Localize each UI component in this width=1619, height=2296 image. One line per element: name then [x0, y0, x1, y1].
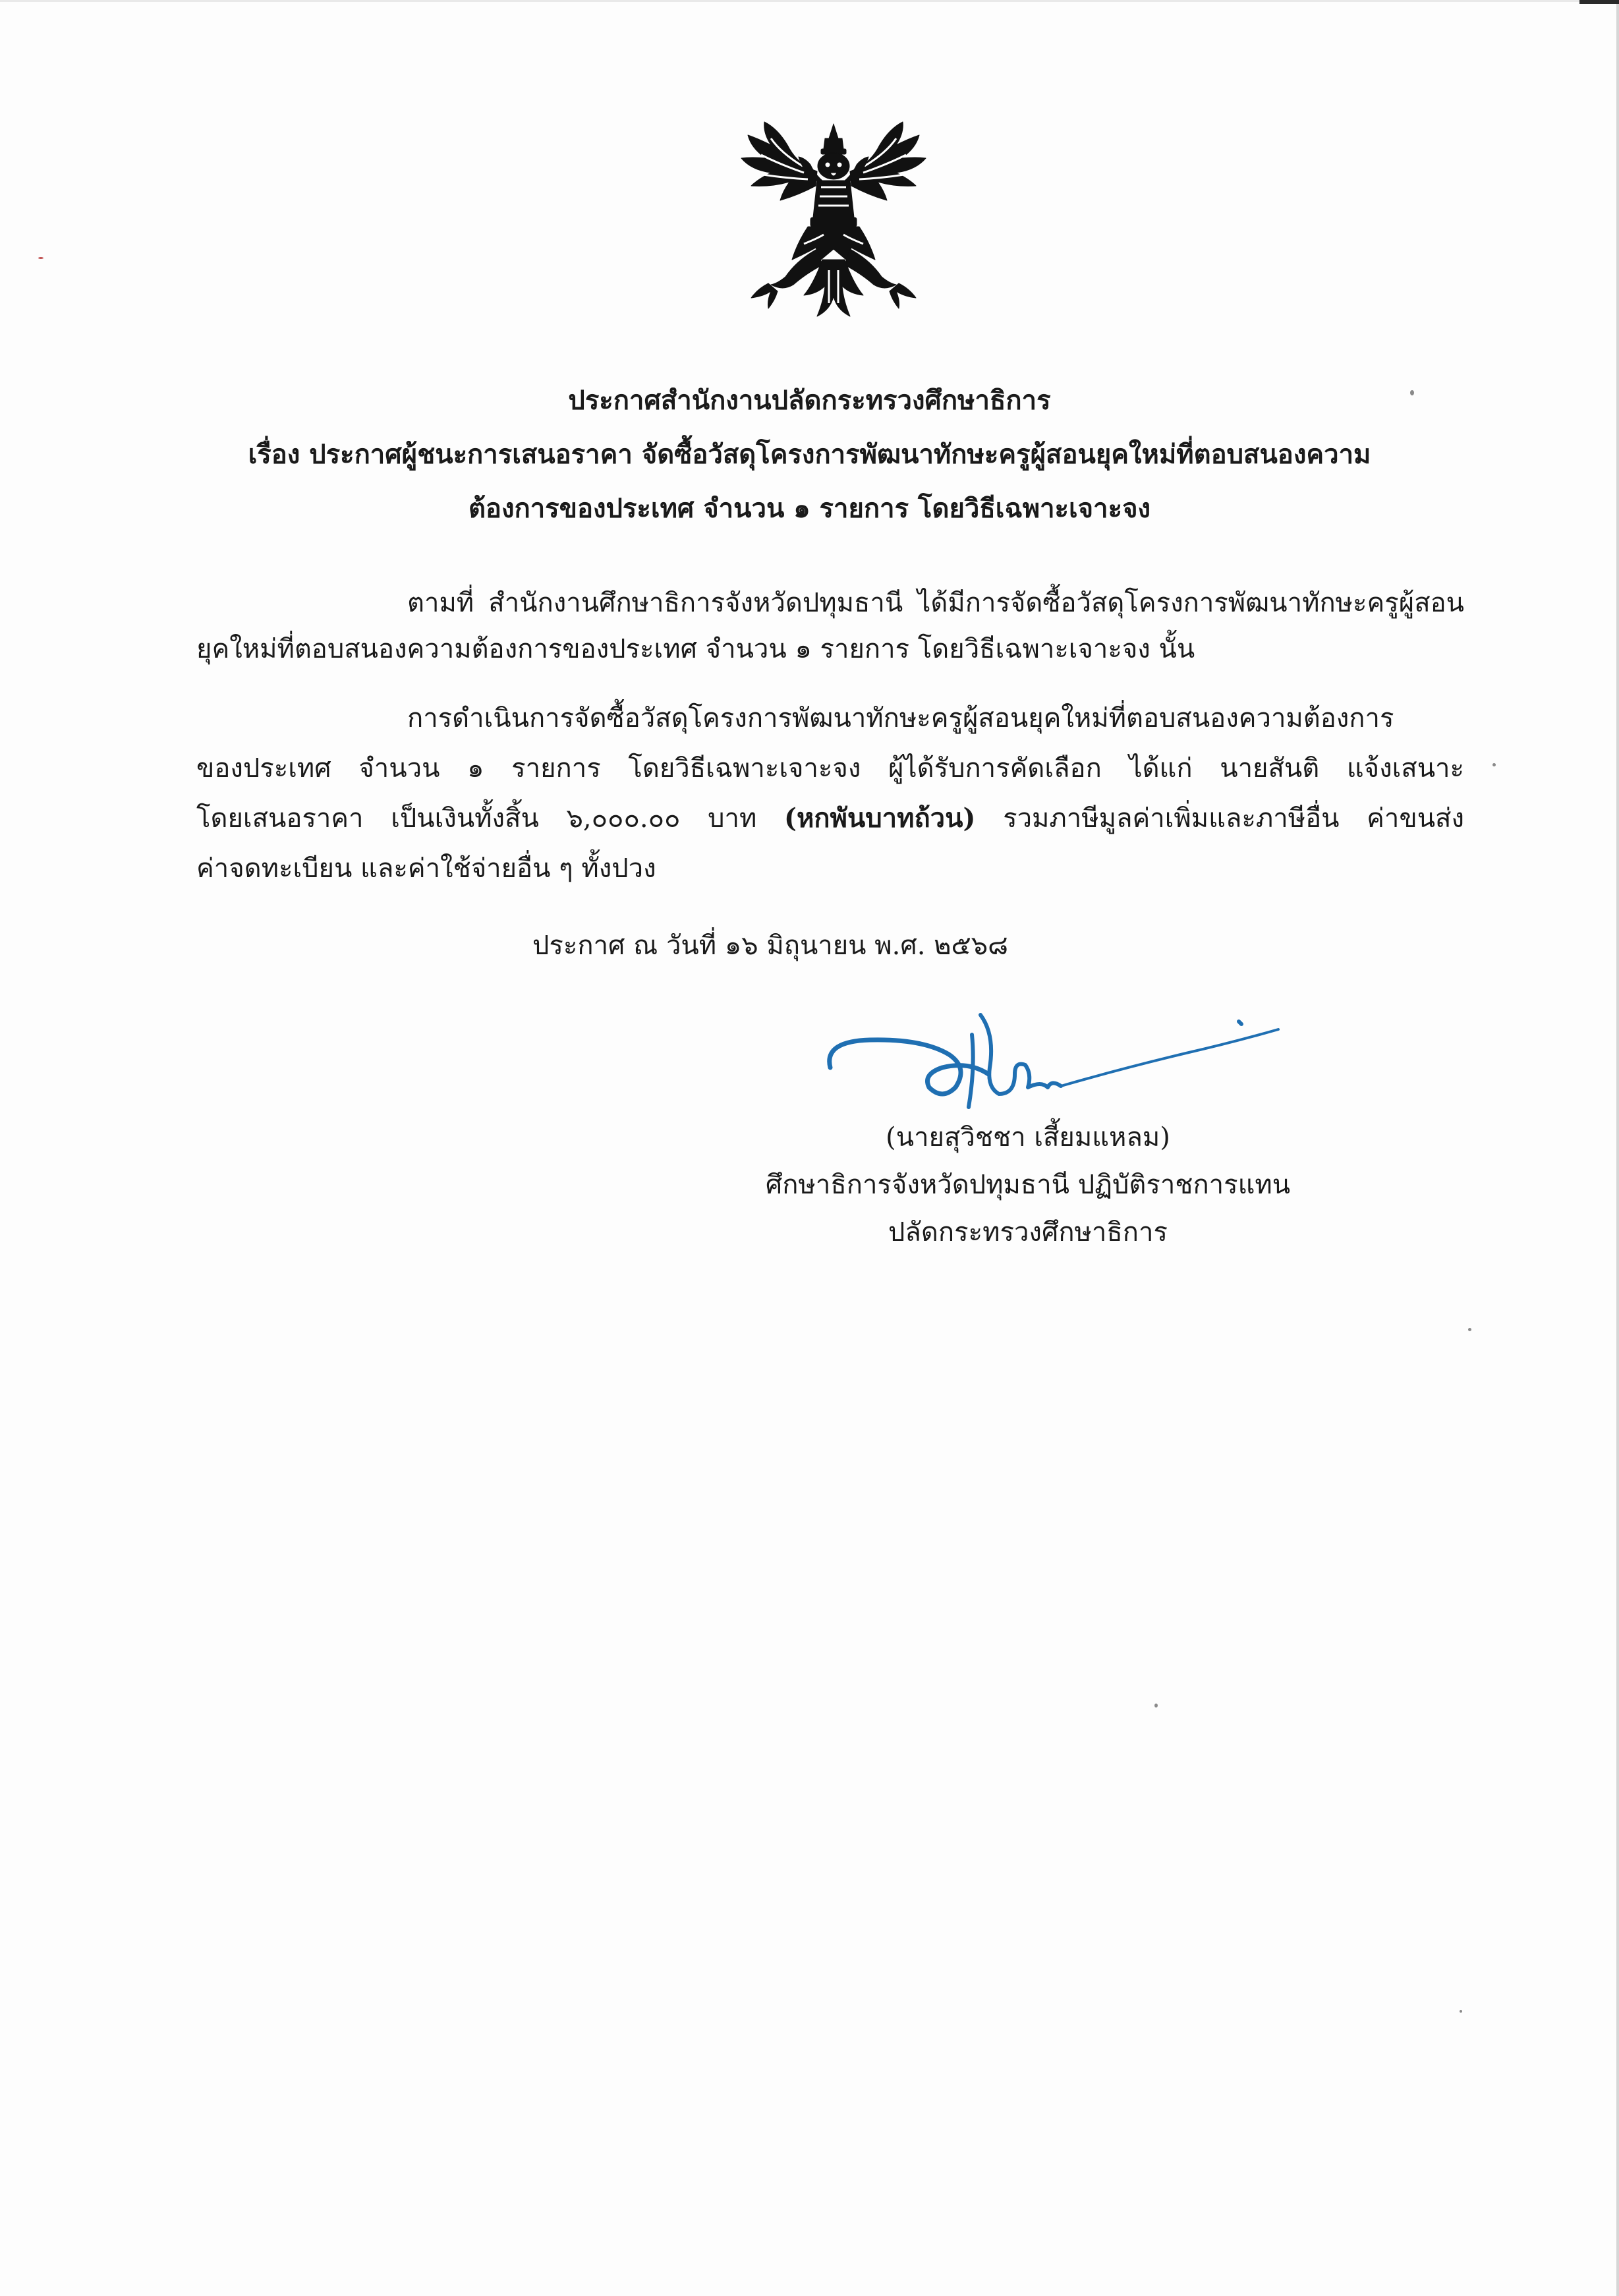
price-tax-text: รวมภาษีมูลค่าเพิ่มและภาษีอื่น ค่าขนส่ง [975, 803, 1464, 834]
paragraph-2-line-4: ค่าจดทะเบียน และค่าใช้จ่ายอื่น ๆ ทั้งปวง [196, 853, 656, 884]
scan-speck [1492, 763, 1496, 766]
paragraph-2-line-3 [196, 795, 1464, 842]
scan-speck [1460, 2010, 1462, 2013]
paragraph-1-line-1: ตามที่ สำนักงานศึกษาธิการจังหวัดปทุมธานี ได้มีการจัดซื้อวัสดุโครงการพัฒนาทักษะครูผู้สอน [407, 588, 1464, 618]
scan-edge-top [0, 0, 1619, 2]
announcement-date: ประกาศ ณ วันที่ ๑๖ มิถุนายน พ.ศ. ๒๕๖๘ [532, 931, 1009, 961]
announcement-subject-line-1: เรื่อง ประกาศผู้ชนะการเสนอราคา จัดซื้อวัสดุโครงการพัฒนาทักษะครูผู้สอนยุคใหม่ที่ตอบสนองความ [248, 439, 1371, 470]
announcement-title: ประกาศสำนักงานปลัดกระทรวงศึกษาธิการ [568, 385, 1051, 416]
garuda-emblem-icon [725, 119, 942, 336]
paragraph-2-line-1: การดำเนินการจัดซื้อวัสดุโครงการพัฒนาทักษะครูผู้สอนยุคใหม่ที่ตอบสนองความต้องการ [407, 703, 1394, 733]
price-in-words: (หกพันบาทถ้วน) [784, 803, 976, 834]
signatory-position: ศึกษาธิการจังหวัดปทุมธานี ปฏิบัติราชการแทน [765, 1170, 1291, 1200]
price-text: โดยเสนอราคา เป็นเงินทั้งสิ้น ๖,๐๐๐.๐๐ บาท [196, 803, 785, 834]
scan-edge-right [1616, 0, 1619, 2296]
scan-corner-mark [1579, 0, 1619, 4]
scan-speck [38, 257, 43, 259]
handwritten-signature [817, 995, 1305, 1134]
paragraph-2-line-2: ของประเทศ จำนวน ๑ รายการ โดยวิธีเฉพาะเจาะจง ผู้ได้รับการคัดเลือก ได้แก่ นายสันติ แจ้งเสนาะ [196, 753, 1464, 784]
announcement-subject-line-2: ต้องการของประเทศ จำนวน ๑ รายการ โดยวิธีเฉพาะเจาะจง [468, 493, 1151, 524]
paragraph-1-line-2: ยุคใหม่ที่ตอบสนองความต้องการของประเทศ จำนวน ๑ รายการ โดยวิธีเฉพาะเจาะจง นั้น [196, 634, 1195, 664]
scan-speck [1154, 1704, 1158, 1708]
scan-speck [1468, 1328, 1471, 1331]
signatory-name: (นายสุวิชชา เสี้ยมแหลม) [886, 1122, 1170, 1153]
signatory-on-behalf-of: ปลัดกระทรวงศึกษาธิการ [888, 1217, 1168, 1248]
